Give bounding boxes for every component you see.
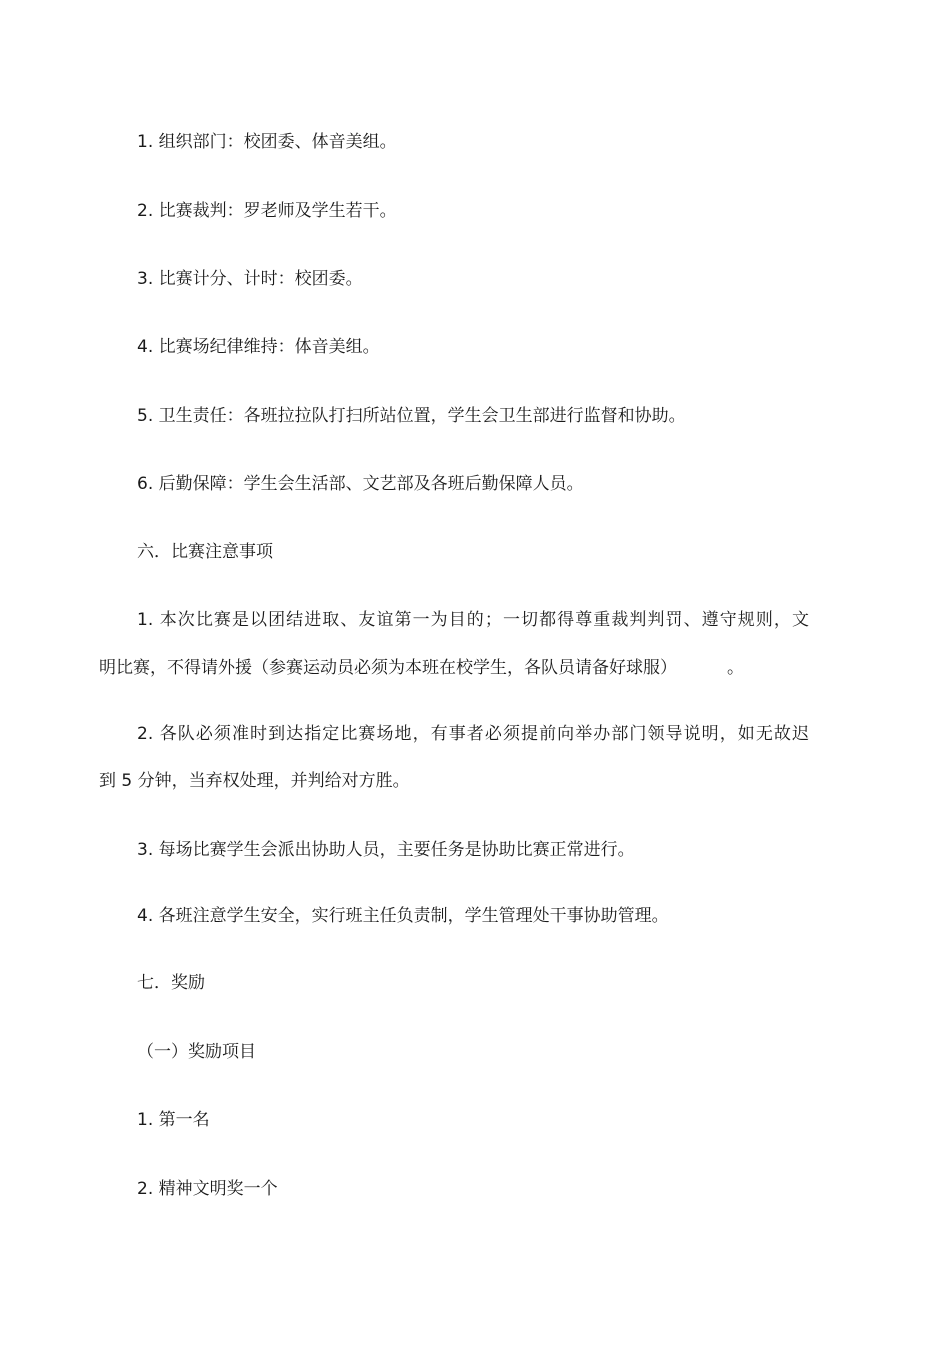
section6-heading: 六．比赛注意事项 [137, 542, 273, 562]
reward-item-first-place: 1. 第一名 [137, 1110, 210, 1130]
rule2-line1: 2. 各队必须准时到达指定比赛场地，有事者必须提前向举办部门领导说明，如无故迟 [137, 724, 809, 744]
logistics-item: 6. 后勤保障：学生会生活部、文艺部及各班后勤保障人员。 [137, 474, 584, 494]
reward-item-spirit-award: 2. 精神文明奖一个 [137, 1179, 278, 1199]
rule1-line2-text: 明比赛，不得请外援（参赛运动员必须为本班在校学生，各队员请备好球服） [99, 658, 677, 678]
rule1-line2-end: 。 [727, 658, 744, 678]
rule2-line2: 到 5 分钟，当弃权处理，并判给对方胜。 [99, 771, 410, 791]
reward-subheading: （一）奖励项目 [137, 1042, 256, 1062]
referee-item: 2. 比赛裁判：罗老师及学生若干。 [137, 201, 397, 221]
rule3: 3. 每场比赛学生会派出协助人员，主要任务是协助比赛正常进行。 [137, 840, 635, 860]
org-department-item: 1. 组织部门：校团委、体音美组。 [137, 132, 397, 152]
section7-heading: 七．奖励 [137, 973, 205, 993]
hygiene-item: 5. 卫生责任：各班拉拉队打扫所站位置，学生会卫生部进行监督和协助。 [137, 406, 686, 426]
rule4: 4. 各班注意学生安全，实行班主任负责制，学生管理处干事协助管理。 [137, 906, 669, 926]
rule1-line2 [0, 656, 950, 680]
rule1-line1: 1. 本次比赛是以团结进取、友谊第一为目的；一切都得尊重裁判判罚、遵守规则，文 [137, 610, 809, 630]
scoring-item: 3. 比赛计分、计时：校团委。 [137, 269, 363, 289]
discipline-item: 4. 比赛场纪律维持：体音美组。 [137, 337, 380, 357]
